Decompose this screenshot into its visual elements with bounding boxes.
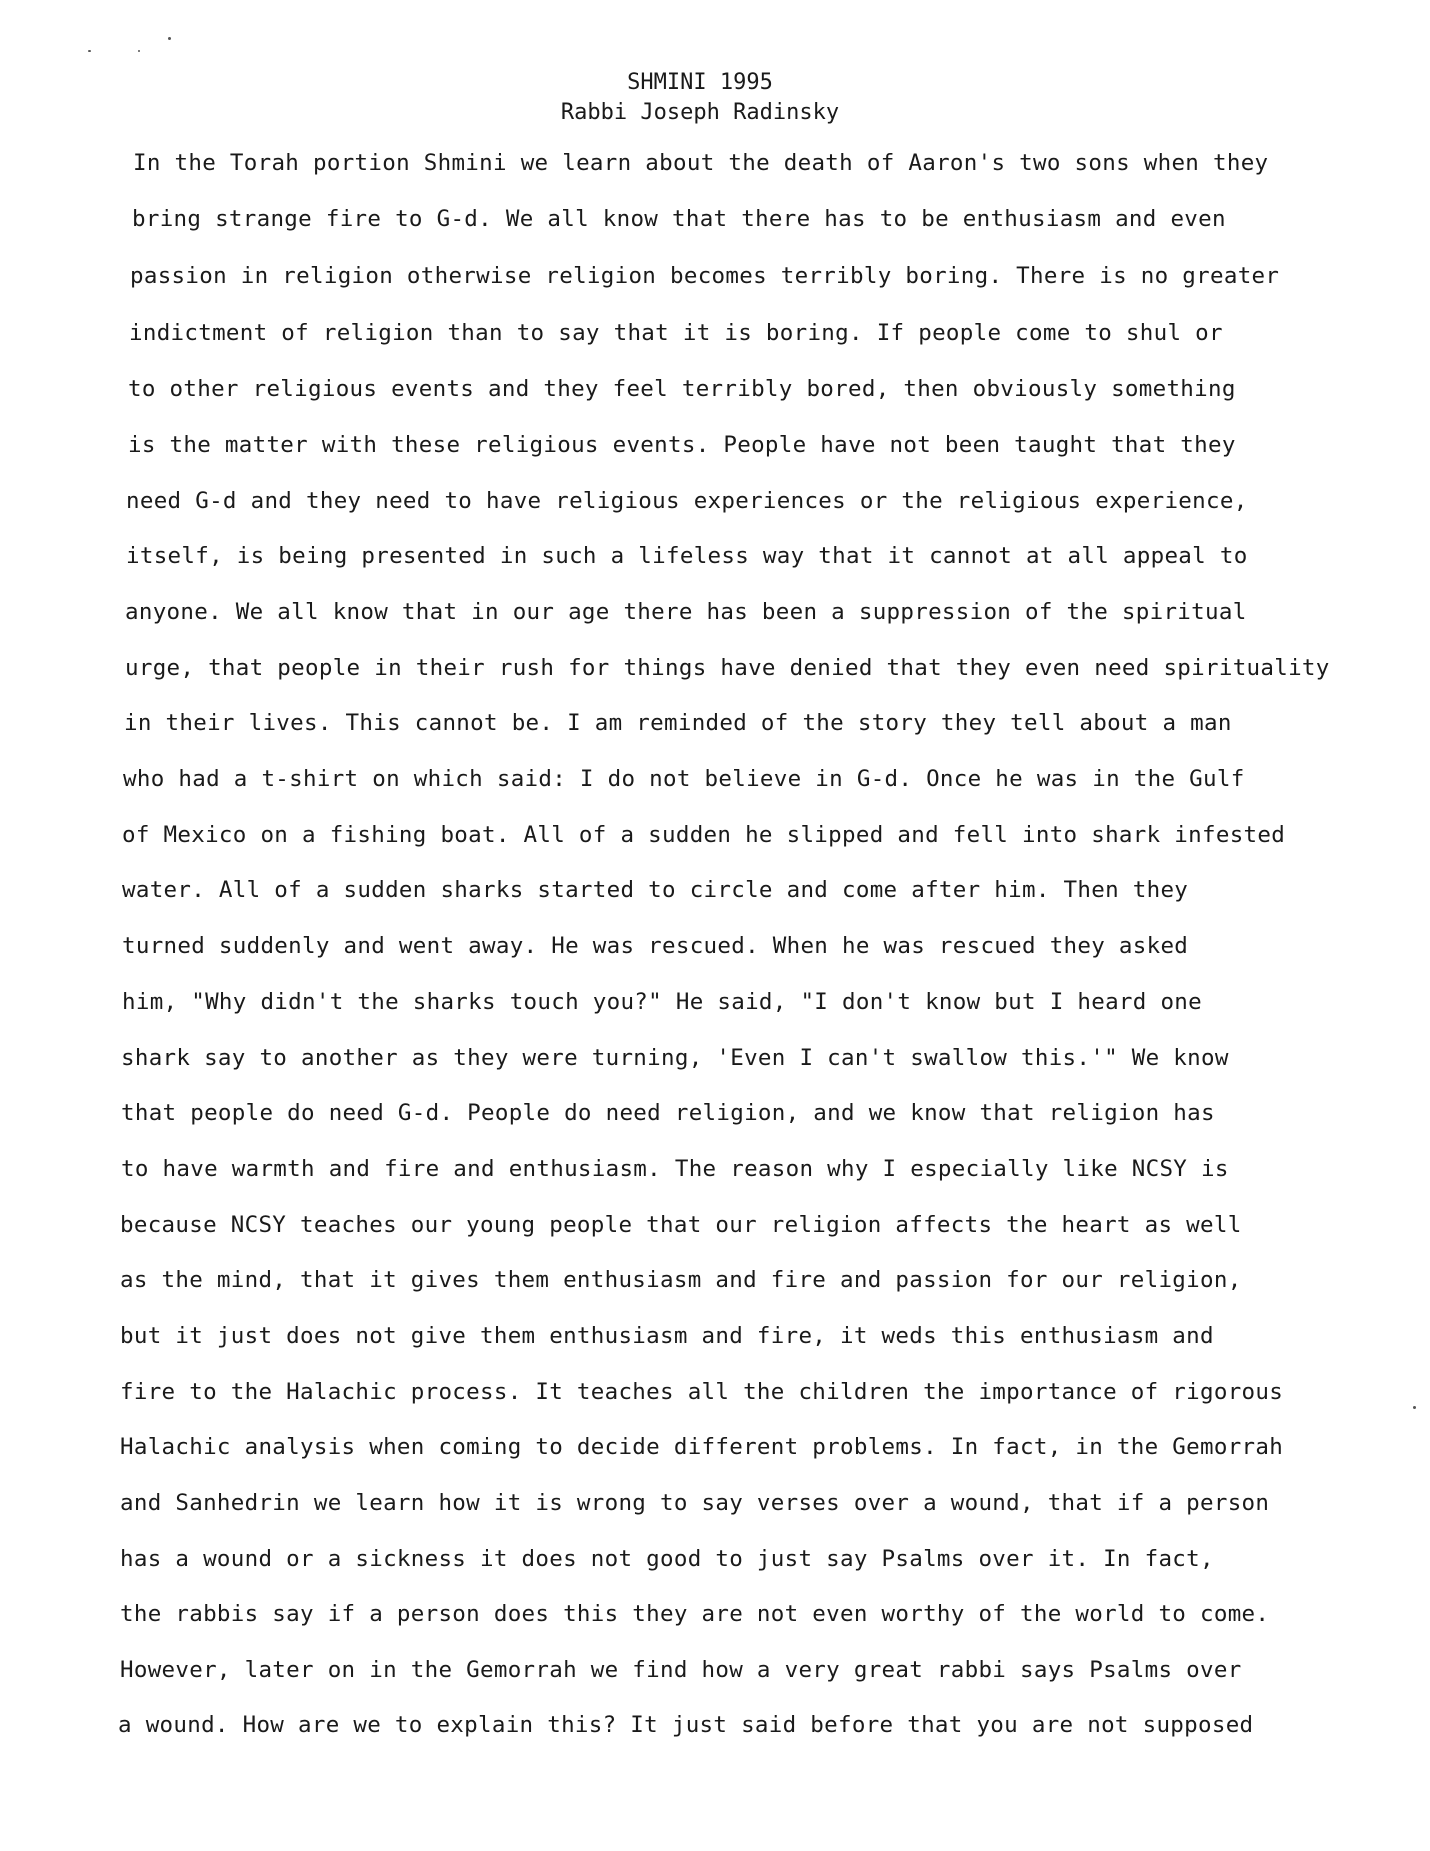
text-line: water. All of a sudden sharks started to circle and come after him. Then they [122,877,1189,903]
text-line: urge, that people in their rush for things have denied that they even need spirituality [125,655,1330,681]
text-line: is the matter with these religious events. People have not been taught that they [128,432,1236,458]
text-line: to have warmth and fire and enthusiasm. The reason why I especially like NCSY is [121,1156,1229,1182]
text-line: itself, is being presented in such a lifeless way that it cannot at all appeal to [126,543,1248,569]
text-line: him, "Why didn't the sharks touch you?" He said, "I don't know but I heard one [122,989,1202,1015]
text-line: a wound. How are we to explain this? It just said before that you are not supposed [118,1712,1254,1738]
text-line: need G-d and they need to have religious experiences or the religious experience, [126,488,1248,514]
scan-speck [88,50,91,52]
text-line: but it just does not give them enthusiasm and fire, it weds this enthusiasm and [120,1323,1214,1349]
text-line: indictment of religion than to say that it is boring. If people come to shul or [129,320,1223,346]
text-line: to other religious events and they feel terribly bored, then obviously something [128,376,1236,402]
scan-speck [138,50,140,52]
text-line: turned suddenly and went away. He was rescued. When he was rescued they asked [122,933,1189,959]
text-line: and Sanhedrin we learn how it is wrong to say verses over a wound, that if a person [120,1490,1270,1516]
text-line: has a wound or a sickness it does not good to just say Psalms over it. In fact, [120,1546,1214,1572]
document-header [0,68,1430,128]
text-line: Halachic analysis when coming to decide different problems. In fact, in the Gemorrah [120,1434,1284,1460]
text-line: who had a t-shirt on which said: I do not believe in G-d. Once he was in the Gulf [123,766,1245,792]
text-line: bring strange fire to G-d. We all know that there has to be enthusiasm and even [132,206,1226,232]
text-line: In the Torah portion Shmini we learn about the death of Aaron's two sons when they [133,150,1269,176]
scan-speck [1413,1406,1416,1409]
text-line: However, later on in the Gemorrah we find how a very great rabbi says Psalms over [120,1657,1242,1683]
document-title: SHMINI 1995 [627,70,773,95]
text-line: of Mexico on a fishing boat. All of a sudden he slipped and fell into shark infested [122,822,1286,848]
text-line: shark say to another as they were turning, 'Even I can't swallow this.'" We know [121,1045,1229,1071]
text-line: as the mind, that it gives them enthusiasm and fire and passion for our religion, [120,1267,1242,1293]
text-line: passion in religion otherwise religion becomes terribly boring. There is no greater [130,263,1280,289]
text-line: fire to the Halachic process. It teaches all the children the importance of rigorous [120,1379,1284,1405]
scan-speck [168,37,171,40]
text-line: anyone. We all know that in our age there has been a suppression of the spiritual [125,599,1247,625]
text-line: that people do need G-d. People do need religion, and we know that religion has [121,1100,1215,1126]
text-line: the rabbis say if a person does this they are not even worthy of the world to come. [120,1601,1270,1627]
text-line: because NCSY teaches our young people that our religion affects the heart as well [120,1212,1242,1238]
text-line: in their lives. This cannot be. I am reminded of the story they tell about a man [124,710,1232,736]
document-author: Rabbi Joseph Radinsky [560,100,840,125]
